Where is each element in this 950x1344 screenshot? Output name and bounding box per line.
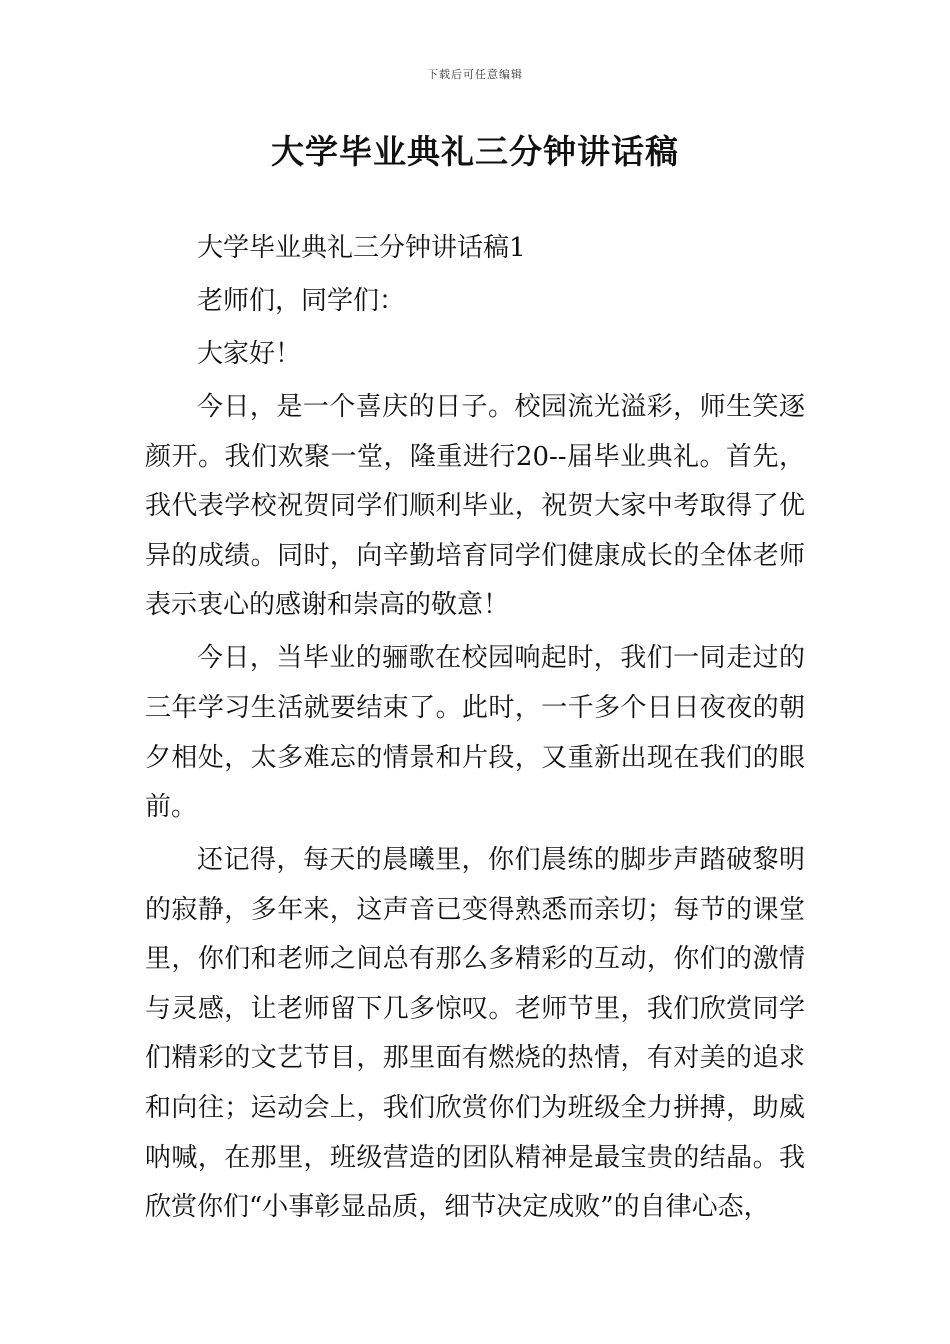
paragraph: 今日，当毕业的骊歌在校园响起时，我们一同走过的三年学习生活就要结束了。此时，一千多个日日夜夜的朝夕相处，太多难忘的情景和片段，又重新出现在我们的眼前。 xyxy=(145,643,805,823)
paragraph: 今日，是一个喜庆的日子。校园流光溢彩，师生笑逐颜开。我们欢聚一堂，隆重进行20--届毕业典礼。首先，我代表学校祝贺同学们顺利毕业，祝贺大家中考取得了优异的成绩。同时，向辛勤培育同学们健康成长的全体老师表示衷心的感谢和崇高的敬意！ xyxy=(145,391,805,621)
paragraph: 还记得，每天的晨曦里，你们晨练的脚步声踏破黎明的寂静，多年来，这声音已变得熟悉而亲切；每节的课堂里，你们和老师之间总有那么多精彩的互动，你们的激情与灵感，让老师留下几多惊叹。老师节里，我们欣赏同学们精彩的文艺节目，那里面有燃烧的热情，有对美的追求和向往；运动会上，我们欣赏你们为班级全力拼搏，助威呐喊，在那里，班级营造的团队精神是最宝贵的结晶。我欣赏你们“小事彰显品质，细节决定成败”的自律心态， xyxy=(145,845,805,1223)
paragraph-salutation: 老师们，同学们： xyxy=(197,285,406,316)
document-title: 大学毕业典礼三分钟讲话稿 xyxy=(271,132,679,171)
paragraph-greeting: 大家好！ xyxy=(197,338,302,369)
paragraph-heading: 大学毕业典礼三分钟讲话稿1 xyxy=(197,233,526,263)
header-note: 下载后可任意编辑 xyxy=(427,68,523,81)
document-body xyxy=(145,224,805,1236)
